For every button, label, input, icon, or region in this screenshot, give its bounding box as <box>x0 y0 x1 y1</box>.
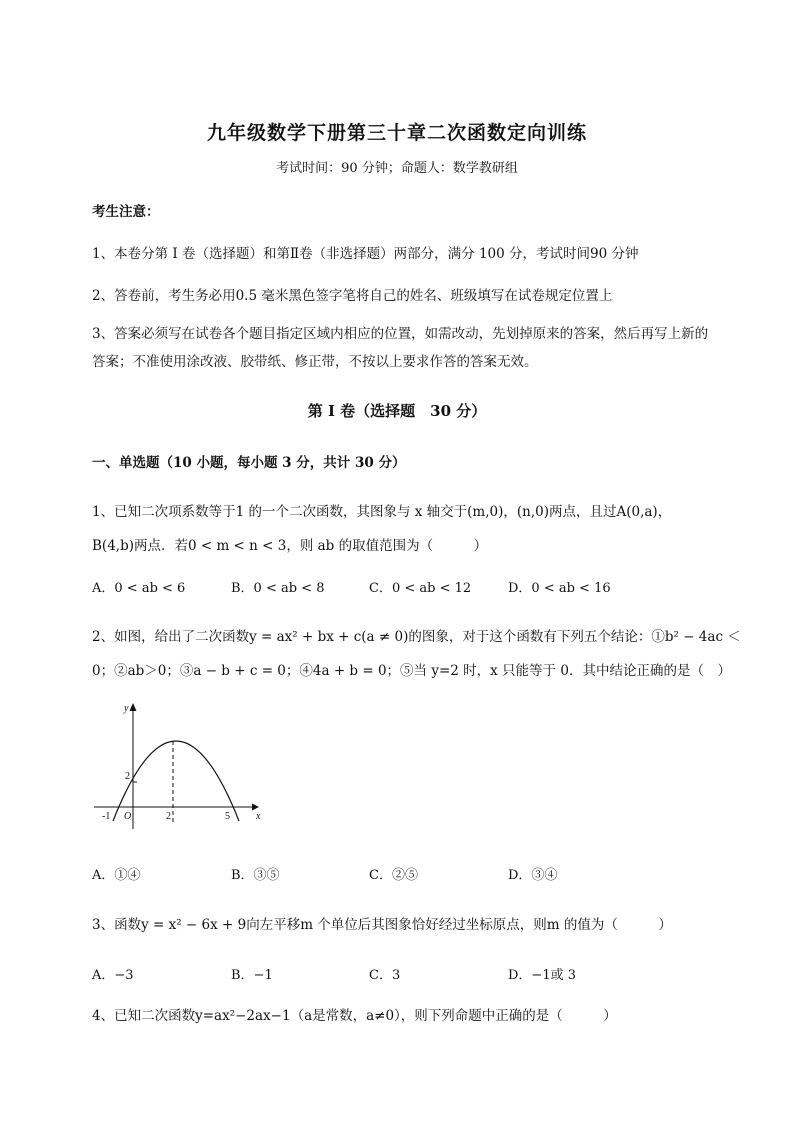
question-1-option-b[interactable]: B．0 < ab < 8 <box>231 581 325 596</box>
question-3-option-c[interactable]: C．3 <box>369 968 401 983</box>
y-axis-arrow <box>130 703 137 711</box>
question-3-option-b[interactable]: B．−1 <box>231 968 273 983</box>
question-1-line-2: B(4,b)两点．若0 < m < n < 3，则 ab 的取值范围为（ ） <box>92 538 488 554</box>
part1-title: 第 I 卷（选择题 30 分） <box>307 402 487 420</box>
x-axis-label: x <box>256 811 261 822</box>
question-2-line-2: 0；②ab＞0；③a − b + c = 0；④4a + b = 0；⑤当 y=2 时，x 只能等于 0．其中结论正确的是（ ） <box>92 663 731 679</box>
y-axis-label: y <box>124 703 129 714</box>
exam-info: 考试时间：90 分钟；命题人：数学教研组 <box>276 161 518 176</box>
origin-label: O <box>124 811 132 822</box>
x-tick-label-neg1: -1 <box>102 811 111 822</box>
question-2-option-c[interactable]: C．②⑤ <box>369 868 418 883</box>
question-2-option-d[interactable]: D．③④ <box>508 868 558 883</box>
question-4-line-1: 4、已知二次函数y=ax²−2ax−1（a是常数，a≠0），则下列命题中正确的是（ ） <box>92 1008 617 1024</box>
question-3-line-1: 3、函数y = x² − 6x + 9向左平移m 个单位后其图象恰好经过坐标原点，则m 的值为（ ） <box>92 917 672 933</box>
question-1-option-d[interactable]: D．0 < ab < 16 <box>508 581 611 596</box>
question-1-line-1: 1、已知二次项系数等于1 的一个二次函数，其图象与 x 轴交于(m,0)，(n,0)两点，且过A(0,a)， <box>92 504 672 520</box>
section-heading: 一、单选题（10 小题，每小题 3 分，共计 30 分） <box>92 455 406 471</box>
notice-item-1: 1、本卷分第 I 卷（选择题）和第Ⅱ卷（非选择题）两部分，满分 100 分，考试时间90 分钟 <box>92 246 639 262</box>
question-1-option-c[interactable]: C．0 < ab < 12 <box>369 581 472 596</box>
notice-item-2: 2、答卷前，考生务必用0.5 毫米黑色签字笔将自己的姓名、班级填写在试卷规定位置上 <box>92 288 613 304</box>
page-title: 九年级数学下册第三十章二次函数定向训练 <box>206 122 587 144</box>
notice-heading: 考生注意： <box>92 204 160 220</box>
question-3-option-a[interactable]: A．−3 <box>92 968 134 983</box>
y-tick-label-2: 2 <box>125 771 130 782</box>
question-1-option-a[interactable]: A．0 < ab < 6 <box>92 581 186 596</box>
question-2-option-a[interactable]: A．①④ <box>92 868 141 883</box>
parabola-curve <box>113 741 239 821</box>
question-2-line-1: 2、如图，给出了二次函数y = ax² + bx + c(a ≠ 0)的图象，对于这个函数有下列五个结论：①b² − 4ac ＜ <box>92 629 741 645</box>
question-2-option-b[interactable]: B．③⑤ <box>231 868 280 883</box>
x-axis-arrow <box>252 804 259 811</box>
x-tick-label-2: 2 <box>166 811 171 822</box>
notice-item-3: 3、答案必须写在试卷各个题目指定区域内相应的位置，如需改动，先划掉原来的答案，然后再写上新的答案；不准使用涂改液、胶带纸、修正带，不按以上要求作答的答案无效。 <box>92 326 709 370</box>
question-3-option-d[interactable]: D．−1或 3 <box>508 968 576 983</box>
x-tick-label-5: 5 <box>225 811 230 822</box>
parabola-graph <box>92 697 262 832</box>
